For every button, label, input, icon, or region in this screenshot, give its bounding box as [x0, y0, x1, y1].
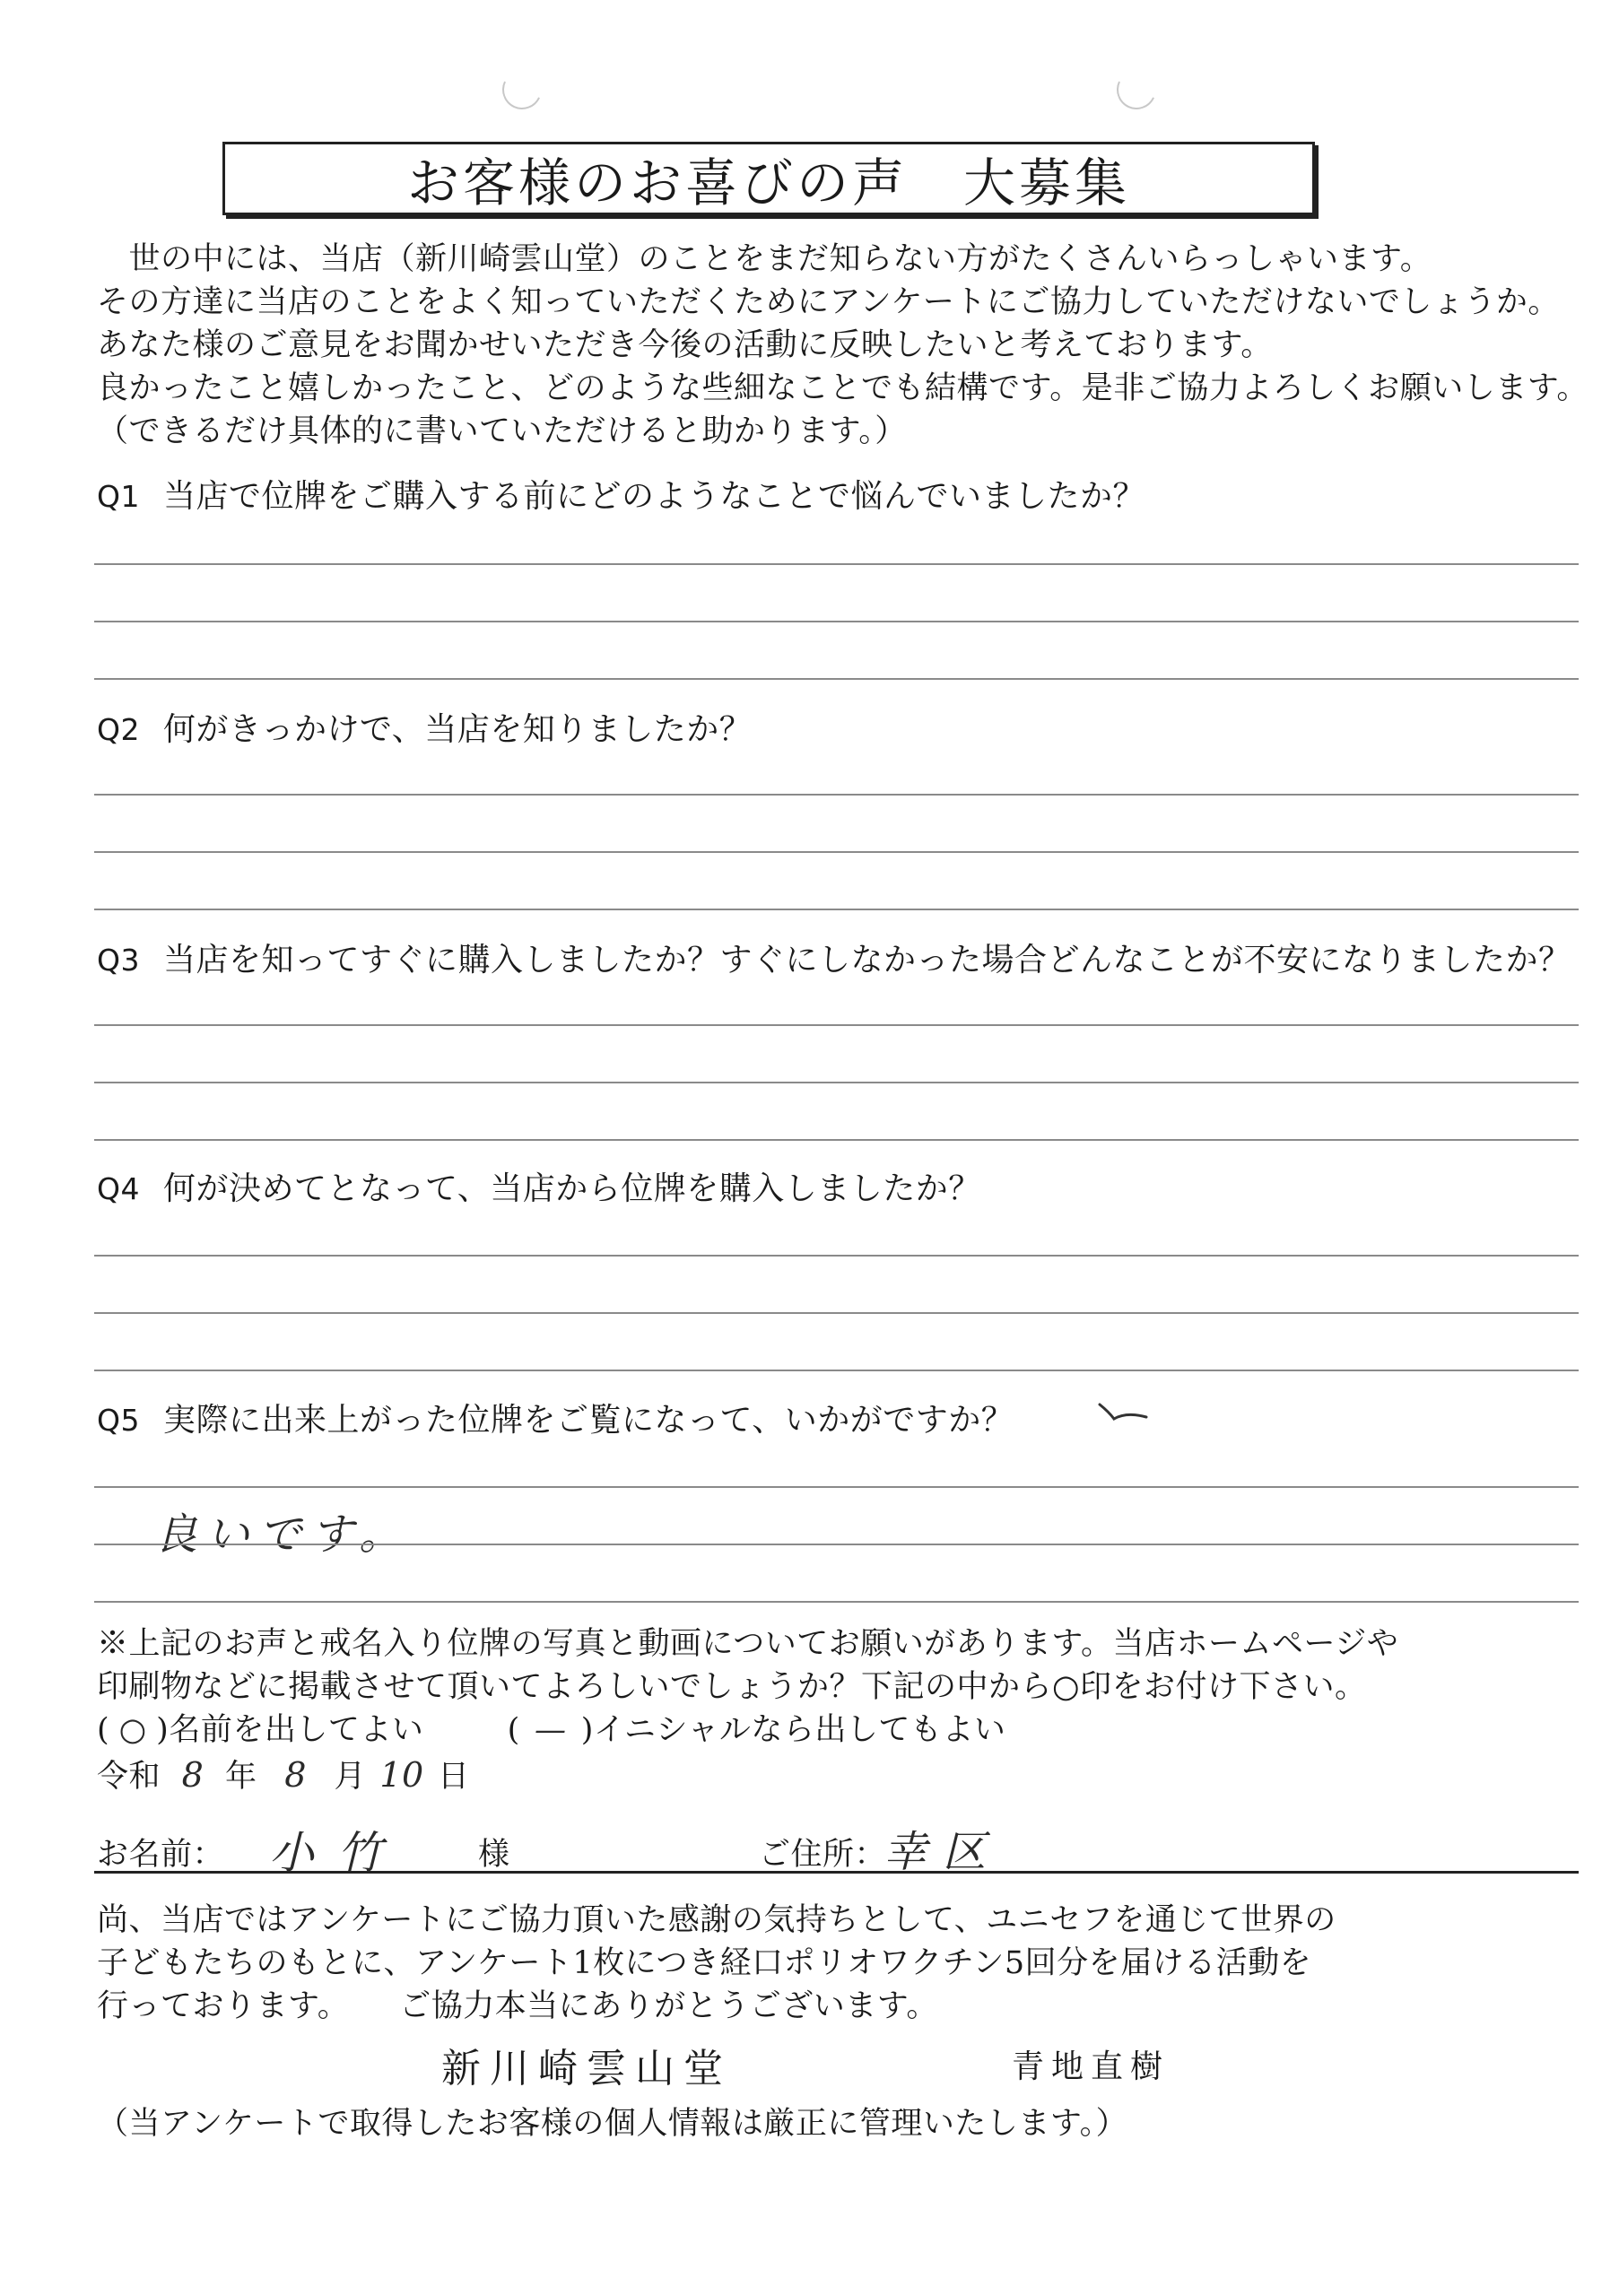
- option-initial-ok[interactable]: ( — )イニシャルなら出してもよい: [507, 1712, 1006, 1748]
- customer-address-field[interactable]: 幸区: [883, 1827, 1003, 1877]
- form-title: [222, 142, 1315, 215]
- intro-line-5: （できるだけ具体的に書いていただけると助かります。）: [97, 413, 907, 449]
- answer-line[interactable]: [94, 1024, 1579, 1026]
- question-4: [97, 1163, 981, 1209]
- answer-line[interactable]: [94, 1312, 1579, 1314]
- intro-line-2: その方達に当店のことをよく知っていただくためにアンケートにご協力していただけないでしょうか。: [97, 284, 1560, 320]
- option-name-ok-mark: ○: [118, 1712, 147, 1748]
- date-era: 令和: [97, 1759, 161, 1795]
- question-1: [97, 471, 1145, 517]
- answer-line[interactable]: [94, 1486, 1579, 1488]
- footer-line-2: 子どもたちのもとに、アンケート1枚につき経口ポリオワクチン5回分を届ける活動を: [97, 1945, 1312, 1981]
- footer-line-3: [97, 1981, 938, 2026]
- answer-line[interactable]: [94, 563, 1579, 565]
- question-4-text: 何が決めてとなって、当店から位牌を購入しましたか？: [162, 1170, 981, 1207]
- customer-name-field[interactable]: 小竹: [269, 1827, 405, 1879]
- punch-hole-left: [497, 65, 547, 115]
- permission-note-line-2: 印刷物などに掲載させて頂いてよろしいでしょうか？下記の中から○印をお付け下さい。: [97, 1669, 1367, 1705]
- answer-line[interactable]: [94, 1139, 1579, 1141]
- question-2-number: Q2: [97, 712, 140, 747]
- question-2-text: 何がきっかけで、当店を知りましたか？: [162, 711, 753, 748]
- question-3-number: Q3: [97, 943, 140, 978]
- intro-line-1: 世の中には、当店（新川崎雲山堂）のことをまだ知らない方がたくさんいらっしゃいます。: [97, 241, 1432, 277]
- answer-line[interactable]: [94, 1082, 1579, 1083]
- footer-line-3-text: 行っております。: [97, 1988, 350, 2024]
- permission-options: [97, 1705, 1005, 1750]
- intro-line-4: 良かったこと嬉しかったこと、どのような些細なことでも結構です。是非ご協力よろしくお願いします。: [97, 370, 1589, 406]
- answer-line[interactable]: [94, 1601, 1579, 1603]
- date-row: [97, 1752, 470, 1796]
- answer-line[interactable]: [94, 621, 1579, 622]
- address-label: ご住所：: [759, 1837, 887, 1873]
- option-name-ok-label: 名前を出してよい: [169, 1712, 424, 1748]
- shop-name: 新川崎雲山堂: [441, 2046, 732, 2092]
- answer-line[interactable]: [94, 794, 1579, 796]
- question-5-text: 実際に出来上がった位牌をご覧になって、いかがですか？: [162, 1402, 1014, 1439]
- date-day-label: 日: [438, 1759, 470, 1795]
- answer-line[interactable]: [94, 909, 1579, 910]
- answer-5-handwritten: 良いです。: [154, 1509, 412, 1560]
- option-initial-ok-label: イニシャルなら出してもよい: [593, 1712, 1006, 1748]
- question-3-text: 当店を知ってすぐに購入しましたか？すぐにしなかった場合どんなことが不安になりましたか？: [162, 942, 1571, 978]
- date-month-label: 月: [334, 1759, 367, 1795]
- form-title-text: お客様のお喜びの声 大募集: [406, 152, 1130, 213]
- answer-line[interactable]: [94, 1544, 1579, 1545]
- option-initial-ok-mark: —: [535, 1712, 567, 1748]
- question-5: [97, 1395, 1014, 1440]
- answer-line[interactable]: [94, 1255, 1579, 1257]
- signature-line: [94, 1871, 1579, 1874]
- handwritten-tick-mark: [1096, 1396, 1150, 1424]
- intro-line-3: あなた様のご意見をお聞かせいただき今後の活動に反映したいと考えております。: [97, 327, 1273, 363]
- date-year[interactable]: 8: [181, 1755, 205, 1795]
- answer-line[interactable]: [94, 678, 1579, 680]
- name-label: お名前：: [97, 1837, 225, 1873]
- question-2: [97, 704, 752, 750]
- footer-line-1: 尚、当店ではアンケートにご協力頂いた感謝の気持ちとして、ユニセフを通じて世界の: [97, 1902, 1336, 1938]
- date-month[interactable]: 8: [284, 1755, 307, 1795]
- question-1-text: 当店で位牌をご購入する前にどのようなことで悩んでいましたか？: [162, 478, 1145, 515]
- answer-line[interactable]: [94, 851, 1579, 853]
- footer-thanks: ご協力本当にありがとうございます。: [399, 1988, 938, 2024]
- date-day[interactable]: 10: [379, 1755, 424, 1795]
- question-3: [97, 935, 1571, 980]
- date-year-label: 年: [225, 1759, 257, 1795]
- option-name-ok[interactable]: ( ○ )名前を出してよい: [97, 1712, 424, 1748]
- question-4-number: Q4: [97, 1171, 140, 1206]
- honorific: 様: [478, 1837, 510, 1873]
- question-1-number: Q1: [97, 479, 140, 514]
- answer-line[interactable]: [94, 1370, 1579, 1371]
- privacy-note: （当アンケートで取得したお客様の個人情報は厳正に管理いたします。）: [97, 2106, 1128, 2142]
- punch-hole-right: [1111, 65, 1162, 115]
- permission-note-line-1: ※上記のお声と戒名入り位牌の写真と動画についてお願いがあります。当店ホームページや: [97, 1626, 1399, 1662]
- owner-name: 青地直樹: [1012, 2048, 1171, 2085]
- question-5-number: Q5: [97, 1403, 140, 1438]
